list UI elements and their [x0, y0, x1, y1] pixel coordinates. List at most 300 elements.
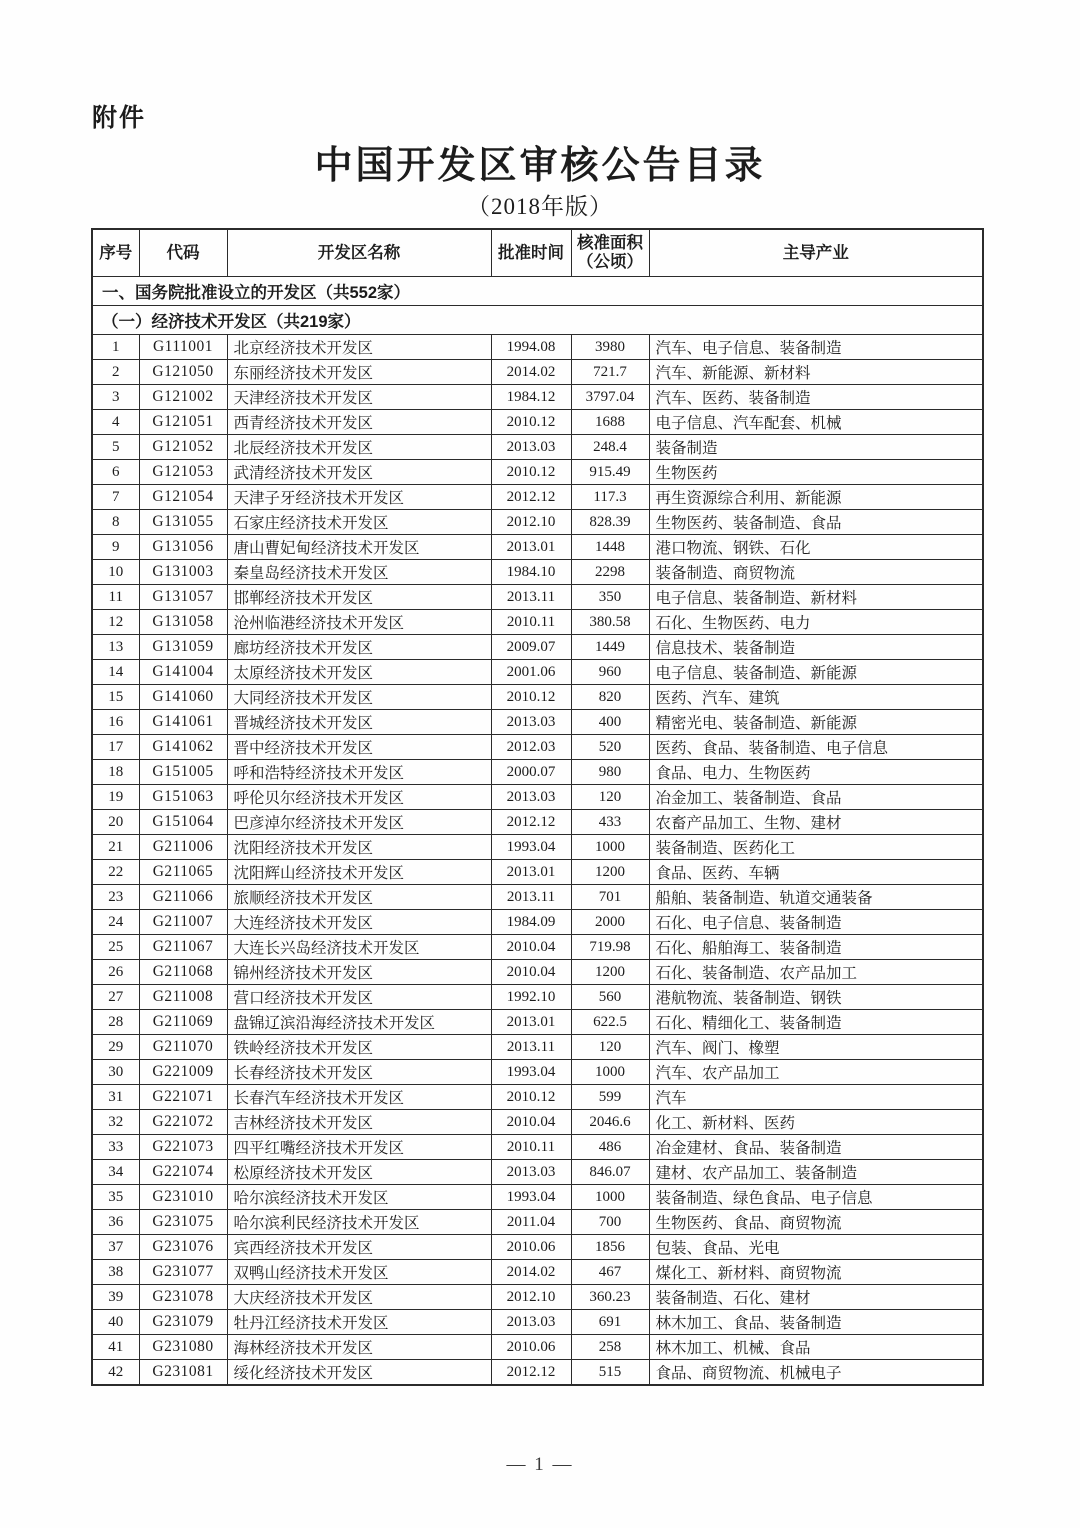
- row-no: 12: [92, 610, 139, 635]
- row-approval-date: 2010.11: [491, 1135, 571, 1160]
- row-code: G121053: [139, 460, 227, 485]
- row-code: G151064: [139, 810, 227, 835]
- row-industries: 食品、电力、生物医药: [649, 760, 983, 785]
- attachment-label: 附件: [92, 104, 147, 132]
- table-row: [92, 535, 983, 560]
- row-approval-date: 1984.09: [491, 910, 571, 935]
- row-no: 30: [92, 1060, 139, 1085]
- table-row: [92, 860, 983, 885]
- row-industries: 石化、装备制造、农产品加工: [649, 960, 983, 985]
- row-approval-date: 2010.06: [491, 1335, 571, 1360]
- table-row: [92, 785, 983, 810]
- row-zone-name: 大连经济技术开发区: [227, 910, 491, 935]
- row-zone-name: 沧州临港经济技术开发区: [227, 610, 491, 635]
- row-no: 11: [92, 585, 139, 610]
- row-industries: 电子信息、装备制造、新材料: [649, 585, 983, 610]
- row-no: 21: [92, 835, 139, 860]
- row-approval-date: 2013.11: [491, 885, 571, 910]
- table-row: [92, 885, 983, 910]
- row-approval-date: 2012.10: [491, 510, 571, 535]
- row-area: 980: [571, 760, 649, 785]
- row-area: 1000: [571, 1060, 649, 1085]
- row-no: 31: [92, 1085, 139, 1110]
- row-zone-name: 宾西经济技术开发区: [227, 1235, 491, 1260]
- row-industries: 林木加工、食品、装备制造: [649, 1310, 983, 1335]
- row-area: 515: [571, 1360, 649, 1386]
- row-code: G131003: [139, 560, 227, 585]
- row-industries: 电子信息、装备制造、新能源: [649, 660, 983, 685]
- row-no: 25: [92, 935, 139, 960]
- page-number: — 1 —: [506, 1454, 574, 1475]
- table-row: [92, 910, 983, 935]
- row-industries: 石化、精细化工、装备制造: [649, 1010, 983, 1035]
- row-approval-date: 1993.04: [491, 1060, 571, 1085]
- row-no: 9: [92, 535, 139, 560]
- row-area: 120: [571, 785, 649, 810]
- row-area: 915.49: [571, 460, 649, 485]
- table-row: [92, 610, 983, 635]
- row-approval-date: 2011.04: [491, 1210, 571, 1235]
- row-zone-name: 哈尔滨经济技术开发区: [227, 1185, 491, 1210]
- row-zone-name: 太原经济技术开发区: [227, 660, 491, 685]
- row-no: 13: [92, 635, 139, 660]
- row-code: G231075: [139, 1210, 227, 1235]
- row-area: 622.5: [571, 1010, 649, 1035]
- row-area: 467: [571, 1260, 649, 1285]
- row-no: 4: [92, 410, 139, 435]
- row-area: 691: [571, 1310, 649, 1335]
- row-area: 1688: [571, 410, 649, 435]
- row-no: 34: [92, 1160, 139, 1185]
- row-zone-name: 东丽经济技术开发区: [227, 360, 491, 385]
- col-header-area: [571, 229, 649, 277]
- row-area: 433: [571, 810, 649, 835]
- row-zone-name: 呼和浩特经济技术开发区: [227, 760, 491, 785]
- table-row: [92, 560, 983, 585]
- row-zone-name: 长春经济技术开发区: [227, 1060, 491, 1085]
- row-approval-date: 2010.12: [491, 1085, 571, 1110]
- row-zone-name: 铁岭经济技术开发区: [227, 1035, 491, 1060]
- table-row: [92, 685, 983, 710]
- col-header-industries: 主导产业: [649, 229, 983, 277]
- row-approval-date: 2010.04: [491, 1110, 571, 1135]
- row-code: G121002: [139, 385, 227, 410]
- row-zone-name: 天津子牙经济技术开发区: [227, 485, 491, 510]
- row-area: 520: [571, 735, 649, 760]
- row-no: 29: [92, 1035, 139, 1060]
- row-no: 16: [92, 710, 139, 735]
- row-code: G141060: [139, 685, 227, 710]
- row-approval-date: 2010.11: [491, 610, 571, 635]
- section-label: 一、国务院批准设立的开发区（共552家）: [92, 277, 983, 306]
- table-row: [92, 810, 983, 835]
- row-zone-name: 巴彦淖尔经济技术开发区: [227, 810, 491, 835]
- catalog-table: [91, 228, 984, 1386]
- row-zone-name: 沈阳经济技术开发区: [227, 835, 491, 860]
- table-row: [92, 1285, 983, 1310]
- row-approval-date: 2013.03: [491, 1160, 571, 1185]
- row-code: G141004: [139, 660, 227, 685]
- table-row: [92, 760, 983, 785]
- table-header: [92, 229, 983, 277]
- row-zone-name: 石家庄经济技术开发区: [227, 510, 491, 535]
- row-code: G221073: [139, 1135, 227, 1160]
- row-industries: 港口物流、钢铁、石化: [649, 535, 983, 560]
- row-zone-name: 营口经济技术开发区: [227, 985, 491, 1010]
- row-area: 719.98: [571, 935, 649, 960]
- row-industries: 冶金加工、装备制造、食品: [649, 785, 983, 810]
- row-no: 28: [92, 1010, 139, 1035]
- row-code: G221074: [139, 1160, 227, 1185]
- row-area: 380.58: [571, 610, 649, 635]
- row-approval-date: 2000.07: [491, 760, 571, 785]
- row-code: G231076: [139, 1235, 227, 1260]
- row-area: 360.23: [571, 1285, 649, 1310]
- row-industries: 医药、汽车、建筑: [649, 685, 983, 710]
- row-area: 350: [571, 585, 649, 610]
- row-industries: 精密光电、装备制造、新能源: [649, 710, 983, 735]
- row-area: 486: [571, 1135, 649, 1160]
- row-industries: 装备制造、医药化工: [649, 835, 983, 860]
- row-industries: 食品、商贸物流、机械电子: [649, 1360, 983, 1386]
- row-approval-date: 2010.12: [491, 460, 571, 485]
- table-row: [92, 335, 983, 360]
- row-industries: 生物医药: [649, 460, 983, 485]
- row-approval-date: 2010.04: [491, 935, 571, 960]
- row-no: 40: [92, 1310, 139, 1335]
- table-row: [92, 385, 983, 410]
- row-industries: 港航物流、装备制造、钢铁: [649, 985, 983, 1010]
- table-row: [92, 410, 983, 435]
- row-industries: 装备制造、石化、建材: [649, 1285, 983, 1310]
- row-code: G221071: [139, 1085, 227, 1110]
- row-approval-date: 2010.12: [491, 685, 571, 710]
- row-approval-date: 1984.10: [491, 560, 571, 585]
- table-row: [92, 1260, 983, 1285]
- catalog-table-container: [91, 228, 982, 1386]
- table-row: [92, 1360, 983, 1386]
- row-area: 258: [571, 1335, 649, 1360]
- row-approval-date: 2013.01: [491, 535, 571, 560]
- row-area: 1448: [571, 535, 649, 560]
- row-code: G141062: [139, 735, 227, 760]
- row-approval-date: 2010.06: [491, 1235, 571, 1260]
- table-row: [92, 1310, 983, 1335]
- table-row: [92, 460, 983, 485]
- row-code: G131058: [139, 610, 227, 635]
- table-row: [92, 1010, 983, 1035]
- row-industries: 装备制造、绿色食品、电子信息: [649, 1185, 983, 1210]
- row-no: 23: [92, 885, 139, 910]
- row-zone-name: 晋城经济技术开发区: [227, 710, 491, 735]
- row-code: G121052: [139, 435, 227, 460]
- table-row: [92, 585, 983, 610]
- row-code: G221072: [139, 1110, 227, 1135]
- row-area: 700: [571, 1210, 649, 1235]
- row-code: G231080: [139, 1335, 227, 1360]
- row-industries: 包装、食品、光电: [649, 1235, 983, 1260]
- table-header-row: [92, 229, 983, 277]
- row-zone-name: 松原经济技术开发区: [227, 1160, 491, 1185]
- row-zone-name: 锦州经济技术开发区: [227, 960, 491, 985]
- row-approval-date: 2012.12: [491, 1360, 571, 1386]
- section-row-state-council: [92, 277, 983, 306]
- row-industries: 医药、食品、装备制造、电子信息: [649, 735, 983, 760]
- row-industries: 冶金建材、食品、装备制造: [649, 1135, 983, 1160]
- row-zone-name: 海林经济技术开发区: [227, 1335, 491, 1360]
- row-no: 18: [92, 760, 139, 785]
- row-zone-name: 大庆经济技术开发区: [227, 1285, 491, 1310]
- row-area: 117.3: [571, 485, 649, 510]
- row-area: 2000: [571, 910, 649, 935]
- row-no: 41: [92, 1335, 139, 1360]
- row-approval-date: 2013.11: [491, 1035, 571, 1060]
- col-header-code: 代码: [139, 229, 227, 277]
- row-no: 10: [92, 560, 139, 585]
- row-area: 560: [571, 985, 649, 1010]
- table-row: [92, 1035, 983, 1060]
- row-approval-date: 2014.02: [491, 360, 571, 385]
- row-zone-name: 大同经济技术开发区: [227, 685, 491, 710]
- row-approval-date: 2013.03: [491, 435, 571, 460]
- row-code: G211007: [139, 910, 227, 935]
- row-code: G231078: [139, 1285, 227, 1310]
- row-no: 20: [92, 810, 139, 835]
- table-row: [92, 510, 983, 535]
- table-row: [92, 835, 983, 860]
- row-zone-name: 西青经济技术开发区: [227, 410, 491, 435]
- row-code: G231079: [139, 1310, 227, 1335]
- row-zone-name: 双鸭山经济技术开发区: [227, 1260, 491, 1285]
- row-industries: 汽车: [649, 1085, 983, 1110]
- col-header-area-line2: （公顷）: [577, 253, 643, 271]
- row-no: 7: [92, 485, 139, 510]
- row-no: 42: [92, 1360, 139, 1386]
- table-row: [92, 1185, 983, 1210]
- row-industries: 装备制造: [649, 435, 983, 460]
- row-approval-date: 2014.02: [491, 1260, 571, 1285]
- row-no: 27: [92, 985, 139, 1010]
- table-body: [92, 277, 983, 1386]
- row-industries: 石化、船舶海工、装备制造: [649, 935, 983, 960]
- row-area: 1200: [571, 960, 649, 985]
- table-row: [92, 985, 983, 1010]
- row-area: 2298: [571, 560, 649, 585]
- row-industries: 林木加工、机械、食品: [649, 1335, 983, 1360]
- table-row: [92, 1135, 983, 1160]
- row-code: G211066: [139, 885, 227, 910]
- row-approval-date: 2012.12: [491, 485, 571, 510]
- row-area: 1449: [571, 635, 649, 660]
- row-no: 24: [92, 910, 139, 935]
- row-no: 17: [92, 735, 139, 760]
- row-no: 6: [92, 460, 139, 485]
- table-row: [92, 635, 983, 660]
- row-industries: 汽车、电子信息、装备制造: [649, 335, 983, 360]
- row-area: 846.07: [571, 1160, 649, 1185]
- row-zone-name: 哈尔滨利民经济技术开发区: [227, 1210, 491, 1235]
- row-code: G231077: [139, 1260, 227, 1285]
- col-header-zone-name: 开发区名称: [227, 229, 491, 277]
- row-area: 248.4: [571, 435, 649, 460]
- row-code: G111001: [139, 335, 227, 360]
- row-approval-date: 2013.03: [491, 1310, 571, 1335]
- row-zone-name: 邯郸经济技术开发区: [227, 585, 491, 610]
- table-row: [92, 485, 983, 510]
- row-zone-name: 廊坊经济技术开发区: [227, 635, 491, 660]
- row-code: G211006: [139, 835, 227, 860]
- row-area: 3980: [571, 335, 649, 360]
- row-approval-date: 2013.01: [491, 860, 571, 885]
- row-industries: 信息技术、装备制造: [649, 635, 983, 660]
- row-code: G211067: [139, 935, 227, 960]
- row-no: 36: [92, 1210, 139, 1235]
- row-industries: 农畜产品加工、生物、建材: [649, 810, 983, 835]
- row-code: G231010: [139, 1185, 227, 1210]
- row-zone-name: 武清经济技术开发区: [227, 460, 491, 485]
- section-label: （一）经济技术开发区（共219家）: [92, 306, 983, 335]
- table-row: [92, 360, 983, 385]
- row-area: 1000: [571, 1185, 649, 1210]
- row-code: G131055: [139, 510, 227, 535]
- row-approval-date: 1984.12: [491, 385, 571, 410]
- row-no: 19: [92, 785, 139, 810]
- row-no: 8: [92, 510, 139, 535]
- col-header-no: 序号: [92, 229, 139, 277]
- row-no: 1: [92, 335, 139, 360]
- row-no: 37: [92, 1235, 139, 1260]
- table-row: [92, 1085, 983, 1110]
- row-approval-date: 1993.04: [491, 1185, 571, 1210]
- table-row: [92, 1210, 983, 1235]
- row-no: 38: [92, 1260, 139, 1285]
- col-header-area-line1: 核准面积: [577, 234, 643, 253]
- row-zone-name: 长春汽车经济技术开发区: [227, 1085, 491, 1110]
- table-row: [92, 735, 983, 760]
- row-approval-date: 2013.01: [491, 1010, 571, 1035]
- row-industries: 化工、新材料、医药: [649, 1110, 983, 1135]
- row-area: 721.7: [571, 360, 649, 385]
- row-code: G121050: [139, 360, 227, 385]
- row-area: 120: [571, 1035, 649, 1060]
- row-approval-date: 2012.03: [491, 735, 571, 760]
- row-zone-name: 盘锦辽滨沿海经济技术开发区: [227, 1010, 491, 1035]
- row-no: 32: [92, 1110, 139, 1135]
- table-row: [92, 1335, 983, 1360]
- table-row: [92, 1110, 983, 1135]
- row-industries: 食品、医药、车辆: [649, 860, 983, 885]
- row-no: 26: [92, 960, 139, 985]
- row-industries: 装备制造、商贸物流: [649, 560, 983, 585]
- row-industries: 建材、农产品加工、装备制造: [649, 1160, 983, 1185]
- row-area: 828.39: [571, 510, 649, 535]
- row-industries: 石化、生物医药、电力: [649, 610, 983, 635]
- row-approval-date: 2013.03: [491, 785, 571, 810]
- page-title: 中国开发区审核公告目录: [314, 145, 766, 187]
- row-zone-name: 北京经济技术开发区: [227, 335, 491, 360]
- row-code: G131056: [139, 535, 227, 560]
- row-code: G211068: [139, 960, 227, 985]
- table-row: [92, 660, 983, 685]
- row-code: G231081: [139, 1360, 227, 1386]
- row-approval-date: 2012.10: [491, 1285, 571, 1310]
- row-no: 35: [92, 1185, 139, 1210]
- row-industries: 生物医药、食品、商贸物流: [649, 1210, 983, 1235]
- section-row-economic-zones: [92, 306, 983, 335]
- row-zone-name: 四平红嘴经济技术开发区: [227, 1135, 491, 1160]
- table-row: [92, 1160, 983, 1185]
- row-zone-name: 牡丹江经济技术开发区: [227, 1310, 491, 1335]
- row-industries: 生物医药、装备制造、食品: [649, 510, 983, 535]
- row-zone-name: 唐山曹妃甸经济技术开发区: [227, 535, 491, 560]
- row-area: 960: [571, 660, 649, 685]
- row-area: 701: [571, 885, 649, 910]
- row-zone-name: 旅顺经济技术开发区: [227, 885, 491, 910]
- row-industries: 汽车、新能源、新材料: [649, 360, 983, 385]
- row-code: G121054: [139, 485, 227, 510]
- row-area: 820: [571, 685, 649, 710]
- row-zone-name: 吉林经济技术开发区: [227, 1110, 491, 1135]
- row-zone-name: 呼伦贝尔经济技术开发区: [227, 785, 491, 810]
- row-no: 15: [92, 685, 139, 710]
- row-no: 14: [92, 660, 139, 685]
- row-code: G211065: [139, 860, 227, 885]
- row-approval-date: 1994.08: [491, 335, 571, 360]
- row-code: G141061: [139, 710, 227, 735]
- row-approval-date: 2009.07: [491, 635, 571, 660]
- row-approval-date: 2013.03: [491, 710, 571, 735]
- row-approval-date: 2012.12: [491, 810, 571, 835]
- row-code: G211070: [139, 1035, 227, 1060]
- row-no: 39: [92, 1285, 139, 1310]
- row-zone-name: 大连长兴岛经济技术开发区: [227, 935, 491, 960]
- row-approval-date: 2013.11: [491, 585, 571, 610]
- row-code: G121051: [139, 410, 227, 435]
- row-no: 2: [92, 360, 139, 385]
- row-code: G211008: [139, 985, 227, 1010]
- row-no: 5: [92, 435, 139, 460]
- row-no: 33: [92, 1135, 139, 1160]
- row-area: 400: [571, 710, 649, 735]
- table-row: [92, 960, 983, 985]
- row-area: 599: [571, 1085, 649, 1110]
- row-zone-name: 绥化经济技术开发区: [227, 1360, 491, 1386]
- row-industries: 汽车、农产品加工: [649, 1060, 983, 1085]
- row-code: G211069: [139, 1010, 227, 1035]
- row-industries: 电子信息、汽车配套、机械: [649, 410, 983, 435]
- table-row: [92, 935, 983, 960]
- row-approval-date: 2010.12: [491, 410, 571, 435]
- row-industries: 船舶、装备制造、轨道交通装备: [649, 885, 983, 910]
- row-industries: 汽车、医药、装备制造: [649, 385, 983, 410]
- row-code: G151005: [139, 760, 227, 785]
- row-industries: 石化、电子信息、装备制造: [649, 910, 983, 935]
- row-no: 22: [92, 860, 139, 885]
- row-zone-name: 北辰经济技术开发区: [227, 435, 491, 460]
- table-row: [92, 710, 983, 735]
- row-no: 3: [92, 385, 139, 410]
- row-approval-date: 1993.04: [491, 835, 571, 860]
- row-code: G151063: [139, 785, 227, 810]
- row-area: 1200: [571, 860, 649, 885]
- row-zone-name: 晋中经济技术开发区: [227, 735, 491, 760]
- row-area: 3797.04: [571, 385, 649, 410]
- row-area: 1000: [571, 835, 649, 860]
- row-zone-name: 沈阳辉山经济技术开发区: [227, 860, 491, 885]
- row-zone-name: 天津经济技术开发区: [227, 385, 491, 410]
- col-header-approval-date: 批准时间: [491, 229, 571, 277]
- row-industries: 再生资源综合利用、新能源: [649, 485, 983, 510]
